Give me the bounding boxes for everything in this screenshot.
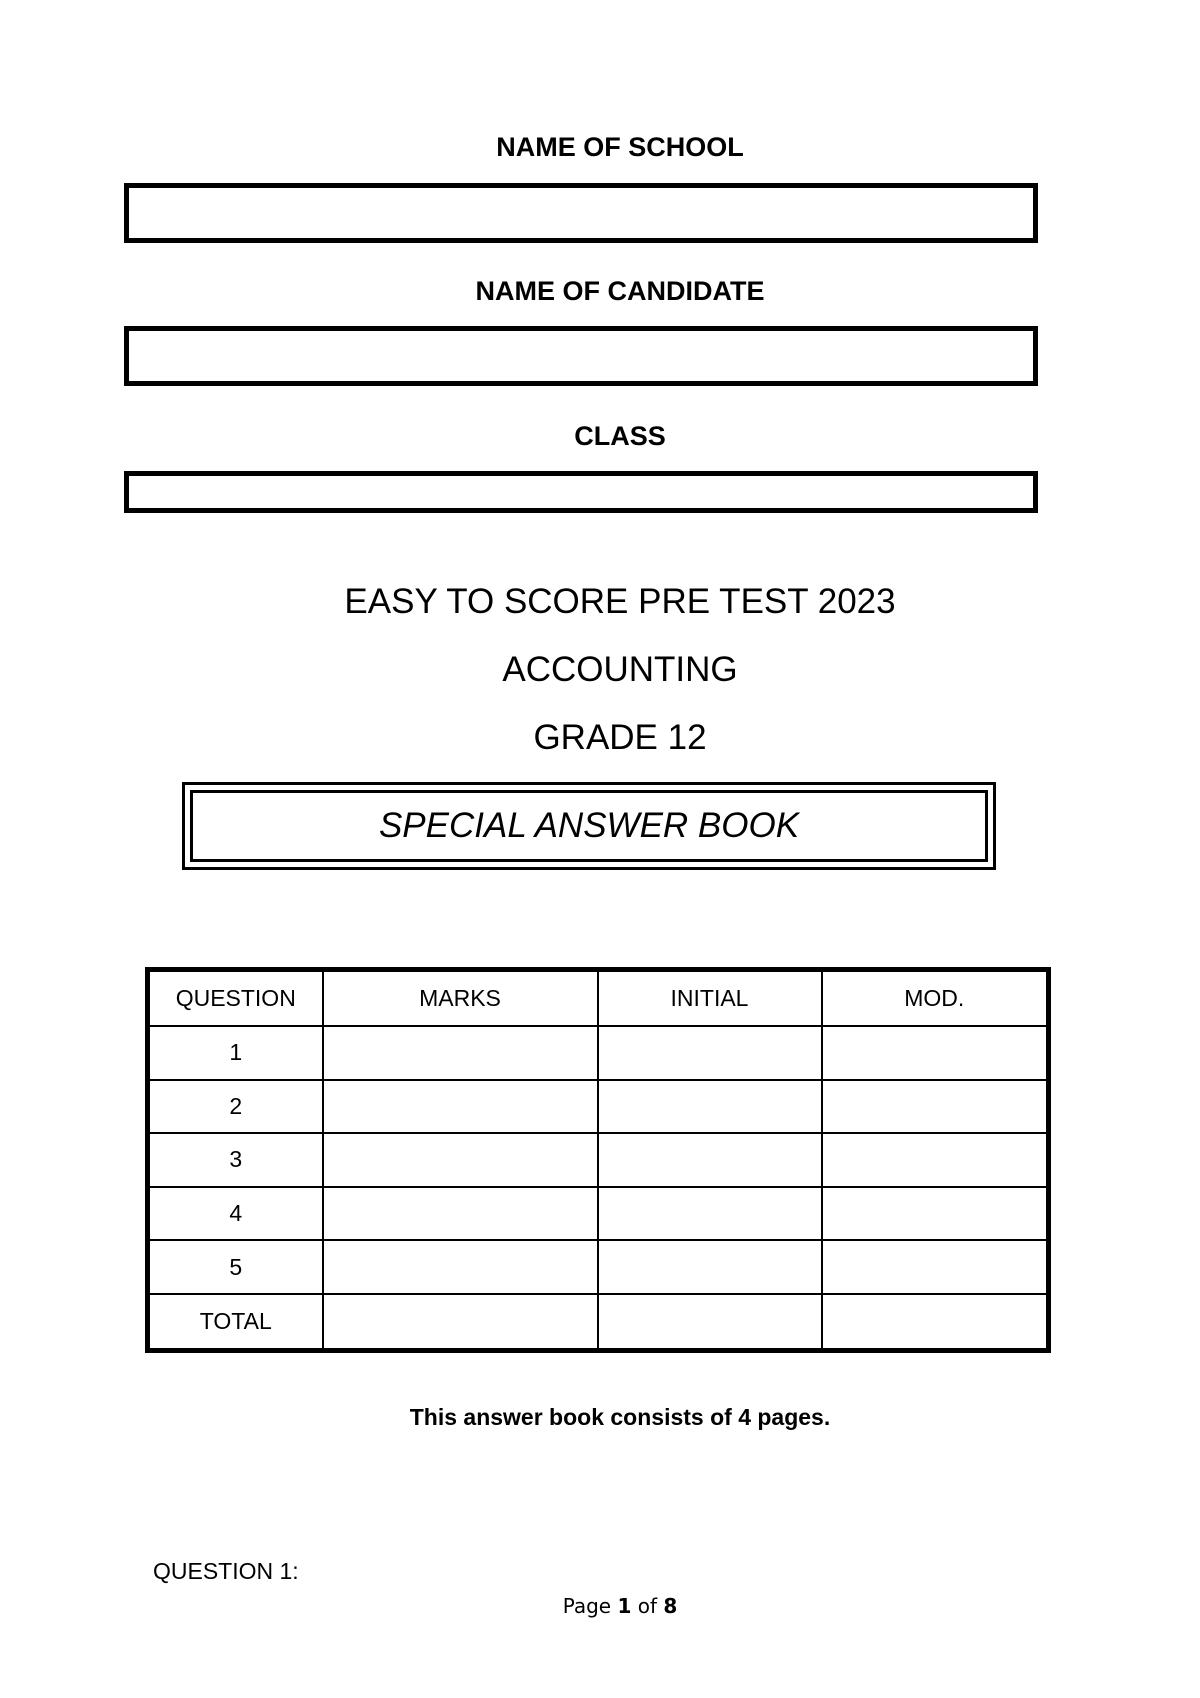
special-answer-book-box xyxy=(182,782,996,870)
class-label: CLASS xyxy=(574,421,666,451)
special-answer-book-label: SPECIAL ANSWER BOOK xyxy=(190,790,988,862)
class-field[interactable] xyxy=(124,471,1038,513)
total-mod-cell[interactable] xyxy=(822,1294,1049,1350)
marks-cell[interactable] xyxy=(323,1240,598,1294)
candidate-label: NAME OF CANDIDATE xyxy=(475,276,765,306)
header-initial: INITIAL xyxy=(598,970,822,1026)
question-1-heading: QUESTION 1: xyxy=(153,1558,299,1584)
marks-cell[interactable] xyxy=(323,1133,598,1187)
initial-cell[interactable] xyxy=(598,1240,822,1294)
exam-title: EASY TO SCORE PRE TEST 2023 xyxy=(344,582,896,621)
total-marks-cell[interactable] xyxy=(323,1294,598,1350)
table-row-total xyxy=(148,1294,1049,1350)
page-number xyxy=(0,1594,1200,1618)
mod-cell[interactable] xyxy=(822,1240,1049,1294)
candidate-name-field[interactable] xyxy=(124,326,1038,386)
question-number: 5 xyxy=(148,1240,323,1294)
table-row xyxy=(148,1026,1049,1080)
page-prefix: Page xyxy=(562,1594,612,1618)
marks-cell[interactable] xyxy=(323,1187,598,1241)
mod-cell[interactable] xyxy=(822,1133,1049,1187)
school-name-field[interactable] xyxy=(124,183,1038,243)
marks-cell[interactable] xyxy=(323,1026,598,1080)
table-header-row xyxy=(148,970,1049,1026)
question-number: 4 xyxy=(148,1187,323,1241)
table-row xyxy=(148,1187,1049,1241)
header-marks: MARKS xyxy=(323,970,598,1026)
page-count-note: This answer book consists of 4 pages. xyxy=(409,1404,831,1430)
mod-cell[interactable] xyxy=(822,1080,1049,1134)
mod-cell[interactable] xyxy=(822,1187,1049,1241)
total-label: TOTAL xyxy=(148,1294,323,1350)
header-mod: MOD. xyxy=(822,970,1049,1026)
total-initial-cell[interactable] xyxy=(598,1294,822,1350)
header-question: QUESTION xyxy=(148,970,323,1026)
mod-cell[interactable] xyxy=(822,1026,1049,1080)
page-current: 1 xyxy=(617,1594,632,1618)
question-number: 2 xyxy=(148,1080,323,1134)
marks-table xyxy=(145,967,1051,1353)
table-row xyxy=(148,1080,1049,1134)
initial-cell[interactable] xyxy=(598,1133,822,1187)
page-total: 8 xyxy=(663,1594,678,1618)
initial-cell[interactable] xyxy=(598,1080,822,1134)
grade-title: GRADE 12 xyxy=(533,718,707,757)
school-label: NAME OF SCHOOL xyxy=(496,132,744,162)
marks-cell[interactable] xyxy=(323,1080,598,1134)
initial-cell[interactable] xyxy=(598,1187,822,1241)
question-number: 1 xyxy=(148,1026,323,1080)
subject-title: ACCOUNTING xyxy=(502,650,738,689)
question-number: 3 xyxy=(148,1133,323,1187)
table-row xyxy=(148,1240,1049,1294)
initial-cell[interactable] xyxy=(598,1026,822,1080)
table-row xyxy=(148,1133,1049,1187)
page-of: of xyxy=(637,1594,658,1618)
